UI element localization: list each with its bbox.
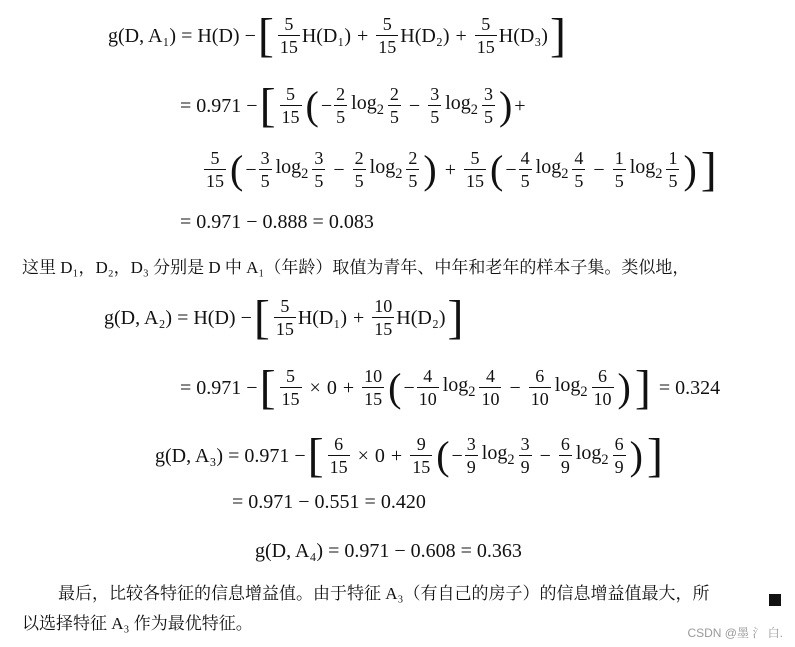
equation-gain-a1-result: = 0.971 − 0.888 = 0.083 bbox=[180, 211, 374, 233]
fraction: $\frac{5}{15}$ bbox=[476, 14, 495, 58]
equation-gain-a1-expansion-2: $\frac{5}{15}$ ( − $\frac{3}{5}$ $\log_2$ $\frac{3}{5}$ − $\frac{2}{5}$ $\log_2$ $\frac{2}{5}$ ) + $\frac{5}{15}$ ( − $\frac{4}{5}$ $\log_2$ $\frac{4}{5}$ − $\frac{1}{5}$ $\log_2$ $\frac{1}{5}$ ) ] bbox=[206, 143, 717, 196]
csdn-watermark: CSDN @墨 氵 白. bbox=[687, 626, 783, 640]
equation-gain-a3-result: = 0.971 − 0.551 = 0.420 bbox=[232, 491, 426, 513]
paragraph-conclusion-line1: 最后，比较各特征的信息增益值。由于特征 A₃（有自己的房子）的信息增益值最大，所 bbox=[58, 584, 710, 603]
equation-gain-a3: g(D, A₃) = 0.971 − [ $\frac{6}{15}$ × 0 + $\frac{9}{15}$ ( − $\frac{3}{9}$ $\log_2$ $\frac{3}{9}$ − $\frac{6}{9}$ $\log_2$ $\frac{6}{9}$ ) ] bbox=[155, 429, 663, 482]
paragraph-conclusion-line2: 以选择特征 A₃ 作为最优特征。 bbox=[22, 614, 253, 633]
cursor-icon bbox=[769, 594, 781, 606]
fraction: $\frac{5}{15}$ bbox=[378, 14, 397, 58]
equation-lhs: g(D, A₁) = H(D) − bbox=[108, 24, 256, 47]
paragraph-subset-description: 这里 D₁，D₂，D₃ 分别是 D 中 A₁（年龄）取值为青年、中年和老年的样本子集。类似地， bbox=[22, 258, 690, 277]
equation-gain-a1: g(D, A₁) = H(D) − [ $\frac{5}{15}$ H(D₁) + $\frac{5}{15}$ H(D₂) + $\frac{5}{15}$ H(D₃) ] bbox=[108, 9, 566, 62]
equation-gain-a2-expansion: = 0.971 − [ $\frac{5}{15}$ × 0 + $\frac{10}{15}$ ( − $\frac{4}{10}$ $\log_2$ $\frac{4}{10}$ − $\frac{6}{10}$ $\log_2$ $\frac{6}{10}$ ) ] = 0.324 bbox=[180, 361, 721, 414]
equation-gain-a2: g(D, A₂) = H(D) − [ $\frac{5}{15}$ H(D₁) + $\frac{10}{15}$ H(D₂) ] bbox=[104, 291, 464, 344]
equation-gain-a4: g(D, A₄) = 0.971 − 0.608 = 0.363 bbox=[255, 540, 522, 562]
equation-gain-a1-expansion-1: = 0.971 − [ $\frac{5}{15}$ ( − $\frac{2}{5}$ $\log_2$ $\frac{2}{5}$ − $\frac{3}{5}$ $\log_2$ $\frac{3}{5}$ ) + bbox=[180, 79, 526, 132]
fraction: $\frac{5}{15}$ bbox=[279, 14, 298, 58]
